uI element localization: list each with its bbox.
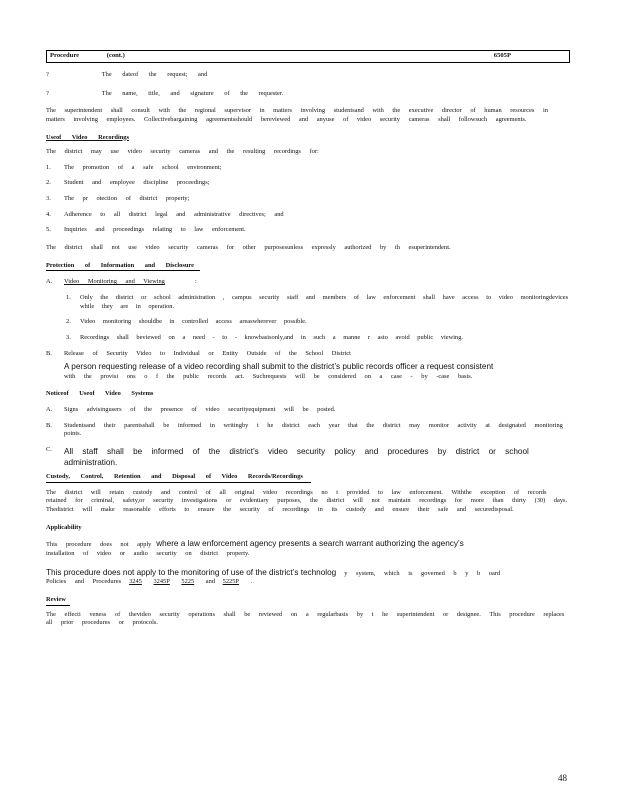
- procedure-cont: (cont.): [106, 52, 125, 59]
- list-item: 3. The pr otection of district property;: [46, 195, 190, 203]
- procedure-code: 6505P: [493, 52, 511, 59]
- list-item: B. Release of Security Video to Individual or Entity Outside of the School District: [46, 349, 351, 357]
- custody-paragraph: The district will retain custody and control of all original video recordings no t provided to law enforcement. Withthe exception of records retained for criminal, safety,or security investigations or evidentiary purposes, the district will not maintain recordings for more than thirty (30) days. Thedistrict will make reasonable efforts to ensure the security of recordings in its custody and ensure their safe and securedisposal.: [46, 488, 568, 514]
- review-paragraph: The effecti veness of thevideo security operations shall be reviewed on a regularbasis by t he superintendent or designee. This procedure replaces all prior procedures or protocols.: [46, 610, 565, 627]
- document-body: [46, 50, 570, 628]
- list-item: B. Studentsand their parentsshall be informed in writingby t he district each year that the district may monitor activity at designated monitoring points.: [46, 421, 563, 438]
- sub-list-item: 2. Video monitoring shouldbe in controlled access areaswherever possible.: [66, 318, 307, 326]
- intro-item: ? The name, title, and signature of the requester.: [46, 89, 284, 97]
- procedure-header: [46, 50, 570, 63]
- applicability-paragraph-2: This procedure does not apply to the monitoring of use of the district’s technolog y system, which is governed b y b oard Policies and Procedures 3245 3245P 5225 and 5225P .: [46, 567, 501, 586]
- list-item: 5. Inquiries and proceedings relating to law enforcement.: [46, 226, 246, 234]
- section-heading-review: Review: [46, 596, 570, 606]
- list-item: A. Video Monitoring and Viewing :: [46, 278, 197, 286]
- section-heading-notice: Noticeof Useof Video Systems: [46, 390, 154, 398]
- policy-link-5225[interactable]: 5225: [181, 578, 195, 586]
- policy-link-5225p[interactable]: 5225P: [222, 578, 239, 586]
- applicability-paragraph: This procedure does not apply where a law enforcement agency presents a search warrant authorizing the agency’s installation of video or audio security on district property.: [46, 539, 464, 557]
- list-item: 1. The promotion of a safe school environment;: [46, 163, 222, 171]
- sub-list-item: 1. Only the district or school administration , campus security staff and members of law enforcement shall have access to video monitoringdevices while they are in operation.: [66, 293, 569, 310]
- list-item: 4. Adherence to all district legal and administrative directives; and: [46, 210, 284, 218]
- page-number: 48: [558, 773, 567, 783]
- release-paragraph: A person requesting release of a video recording shall submit to the district’s public records officer a request consistent with the provisi ons o f the public records act. Suchrequests will be considered on a case - by -case basis.: [64, 362, 494, 380]
- policy-link-3245p[interactable]: 3245P: [153, 578, 170, 586]
- list-item: 2. Student and employee discipline proceedings;: [46, 179, 210, 187]
- intro-item: ? The dateof the request; and: [46, 71, 208, 78]
- list-item: C. All staff shall be informed of the district’s video security policy and procedures by district or school administration.: [46, 446, 529, 468]
- section-heading-applicability: Applicability: [46, 523, 82, 531]
- procedure-label: Procedure: [50, 52, 80, 59]
- use-closing: The district shall not use video security cameras for other purposesunless expressly authorized by th esuperintendent.: [46, 244, 451, 252]
- policy-link-3245[interactable]: 3245: [129, 578, 142, 586]
- sub-list-item: 3. Recordings shall beviewed on a need - to - knowbasisonly,and in such a manne r asto avoid public viewing.: [66, 333, 464, 341]
- section-heading-custody: Custody, Control, Retention and Disposal of Video Records/Recordings: [46, 473, 570, 483]
- section-heading-protection: Protection of Information and Disclosure: [46, 262, 570, 272]
- consult-paragraph: The superintendent shall consult with the regional supervisor in matters involving studentsand with the executive director of human resources in matters involving employees. Collectivebargaining agreementsshould bereviewed and anyuse of video security cameras shall followsuch agreements.: [46, 107, 548, 123]
- section-heading-use: Useof Video Recordings: [46, 133, 129, 141]
- use-intro: The district may use video security cameras and the resulting recordings for:: [46, 148, 319, 156]
- list-item: A. Signs advisingusers of the presence of video securityequipment will be posted.: [46, 406, 336, 414]
